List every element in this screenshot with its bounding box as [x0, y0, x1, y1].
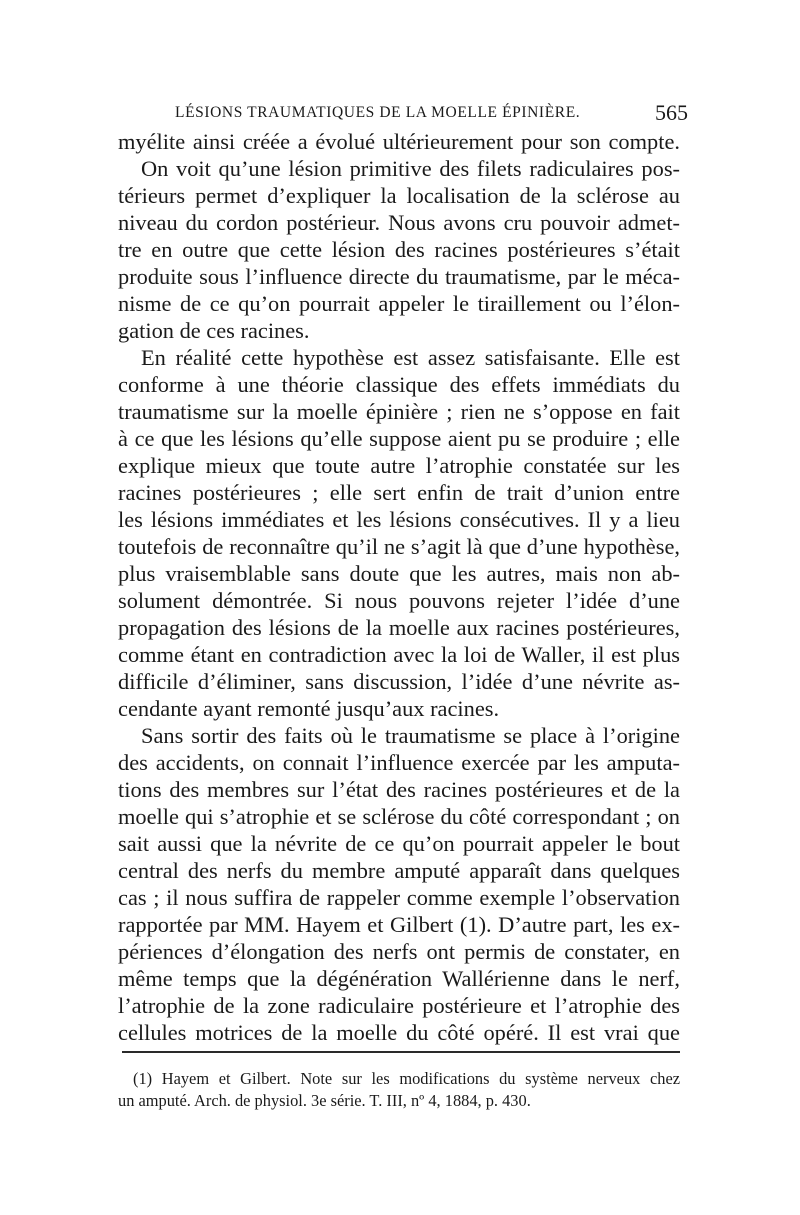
- text-line: tre en outre que cette lésion des racines postérieures s’était: [118, 237, 680, 262]
- text-line: myélite ainsi créée a évolué ultérieurement pour son compte.: [118, 129, 680, 154]
- text-line: même temps que la dégénération Wallérienne dans le nerf,: [118, 966, 680, 991]
- running-head: LÉSIONS TRAUMATIQUES DE LA MOELLE ÉPINIÈRE.: [175, 104, 581, 121]
- text-line: gation de ces racines.: [118, 318, 310, 343]
- text-line: les lésions immédiates et les lésions consécutives. Il y a lieu: [118, 507, 680, 532]
- text-line: plus vraisemblable sans doute que les autres, mais non ab-: [118, 561, 680, 586]
- text-line: propagation des lésions de la moelle aux racines postérieures,: [118, 615, 680, 640]
- text-line: comme étant en contradiction avec la loi de Waller, il est plus: [118, 642, 680, 667]
- text-line: racines postérieures ; elle sert enfin de trait d’union entre: [118, 480, 680, 505]
- text-line: sait aussi que la névrite de ce qu’on pourrait appeler le bout: [118, 831, 680, 856]
- text-line: solument démontrée. Si nous pouvons rejeter l’idée d’une: [118, 588, 680, 613]
- text-line: central des nerfs du membre amputé apparaît dans quelques: [118, 858, 680, 883]
- text-line: nisme de ce qu’on pourrait appeler le tiraillement ou l’élon-: [118, 291, 680, 316]
- text-line: traumatisme sur la moelle épinière ; rien ne s’oppose en fait: [118, 399, 680, 424]
- text-line: toutefois de reconnaître qu’il ne s’agit là que d’une hypothèse,: [118, 534, 680, 559]
- text-line: cendante ayant remonté jusqu’aux racines.: [118, 696, 500, 721]
- page-number: 565: [655, 100, 688, 125]
- text-line: périences d’élongation des nerfs ont permis de constater, en: [118, 939, 680, 964]
- text-line: cellules motrices de la moelle du côté opéré. Il est vrai que: [118, 1020, 680, 1045]
- text-line: explique mieux que toute autre l’atrophie constatée sur les: [118, 453, 680, 478]
- text-line: des accidents, on connait l’influence exercée par les amputa-: [118, 750, 680, 775]
- text-line: difficile d’éliminer, sans discussion, l’idée d’une névrite as-: [118, 669, 680, 694]
- text-line: térieurs permet d’expliquer la localisation de la sclérose au: [118, 183, 680, 208]
- text-line: moelle qui s’atrophie et se sclérose du côté correspondant ; on: [118, 804, 680, 829]
- text-line: Sans sortir des faits où le traumatisme se place à l’origine: [141, 723, 680, 748]
- footnote-line: un amputé. Arch. de physiol. 3e série. T. III, nº 4, 1884, p. 430.: [118, 1091, 531, 1110]
- text-line: conforme à une théorie classique des effets immédiats du: [118, 372, 680, 397]
- text-line: On voit qu’une lésion primitive des filets radiculaires pos-: [141, 156, 680, 181]
- text-line: produite sous l’influence directe du traumatisme, par le méca-: [118, 264, 680, 289]
- text-line: rapportée par MM. Hayem et Gilbert (1). D’autre part, les ex-: [118, 912, 680, 937]
- text-line: l’atrophie de la zone radiculaire postérieure et l’atrophie des: [118, 993, 680, 1018]
- text-line: à ce que les lésions qu’elle suppose aient pu se produire ; elle: [118, 426, 680, 451]
- text-line: En réalité cette hypothèse est assez satisfaisante. Elle est: [141, 345, 680, 370]
- text-line: tions des membres sur l’état des racines postérieures et de la: [118, 777, 680, 802]
- footnote-rule: [122, 1051, 680, 1053]
- text-line: niveau du cordon postérieur. Nous avons cru pouvoir admet-: [118, 210, 680, 235]
- footnote-line: (1) Hayem et Gilbert. Note sur les modifications du système nerveux chez: [133, 1069, 680, 1088]
- text-line: cas ; il nous suffira de rappeler comme exemple l’observation: [118, 885, 680, 910]
- page-header: [175, 102, 690, 124]
